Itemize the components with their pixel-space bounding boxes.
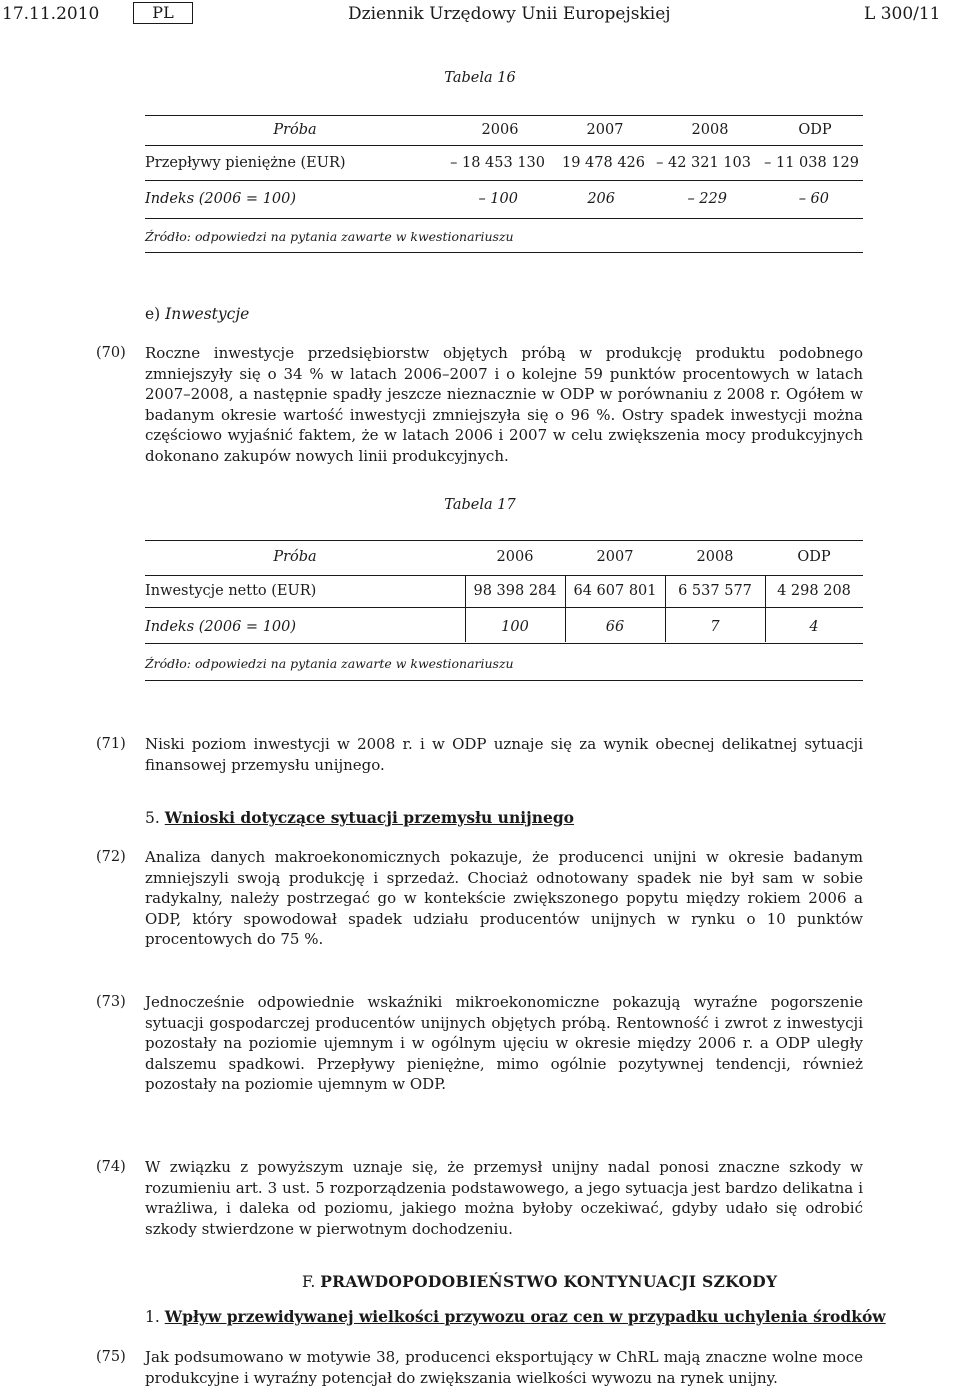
table-16-cell: – 100 bbox=[478, 191, 518, 207]
table-17-cell: 7 bbox=[710, 619, 720, 635]
language-badge: PL bbox=[133, 2, 193, 24]
table-17-top-rule bbox=[145, 540, 863, 541]
table-17-cell: 66 bbox=[605, 619, 625, 635]
table-17-header-2006: 2006 bbox=[496, 549, 534, 565]
table-17-cell: 6 537 577 bbox=[678, 583, 752, 599]
table-16-cell: – 18 453 130 bbox=[450, 155, 545, 171]
table-17-cell: 4 298 208 bbox=[777, 583, 851, 599]
table-16-row-label: Indeks (2006 = 100) bbox=[145, 191, 297, 207]
table-17-bottom-rule bbox=[145, 680, 863, 681]
page-header bbox=[0, 0, 960, 30]
paragraph-75: Jak podsumowano w motywie 38, producenci eksportujący w ChRL mają znaczne wolne moce produkcyjne i wyraźny potencjał do zwiększania wielkości wywozu na rynek unijny. bbox=[145, 1348, 863, 1387]
section-number: 5. bbox=[145, 809, 160, 827]
paragraph-number: (70) bbox=[96, 345, 126, 361]
table-17-cell: 100 bbox=[501, 619, 529, 635]
section-heading-1 bbox=[145, 1307, 886, 1326]
section-title: PRAWDOPODOBIEŃSTWO KONTYNUACJI SZKODY bbox=[320, 1272, 778, 1291]
section-heading-f bbox=[302, 1272, 777, 1291]
table-16-cell: – 11 038 129 bbox=[764, 155, 859, 171]
table-17-row-rule bbox=[145, 607, 863, 608]
table-16-header-rule bbox=[145, 145, 863, 146]
paragraph-number: (75) bbox=[96, 1349, 126, 1365]
table-17-cell: 64 607 801 bbox=[573, 583, 657, 599]
journal-reference: L 300/11 bbox=[864, 4, 941, 24]
table-17-header-rule bbox=[145, 575, 863, 576]
paragraph-number: (71) bbox=[96, 736, 126, 752]
table-16-header-odp: ODP bbox=[798, 122, 832, 138]
journal-title: Dziennik Urzędowy Unii Europejskiej bbox=[348, 4, 671, 24]
table-16-header-sample: Próba bbox=[273, 122, 317, 138]
section-number: 1. bbox=[145, 1308, 160, 1326]
table-17-header-2008: 2008 bbox=[696, 549, 734, 565]
paragraph-73: Jednocześnie odpowiednie wskaźniki mikroekonomiczne pokazują wyraźne pogorszenie sytuacji gospodarczej producentów unijnych objętych próbą. Rentowność i zwrot z inwestycji pozostały na poziomie ujemnym i w ogólnym ujęciu w okresie między 2006 r. a ODP uległy dalszemu spadkowi. Przepływy pieniężne, mimo ogólnie pozytywnej tendencji, również pozostały na poziomie ujemnym w ODP. bbox=[145, 993, 863, 1093]
subsection-label: e) bbox=[145, 305, 161, 323]
table-17-source: Źródło: odpowiedzi na pytania zawarte w kwestionariuszu bbox=[145, 656, 514, 671]
table-16-header-2007: 2007 bbox=[586, 122, 624, 138]
table-16-row-label: Przepływy pieniężne (EUR) bbox=[145, 155, 346, 171]
table-17-header-2007: 2007 bbox=[596, 549, 634, 565]
table-16-cell: – 60 bbox=[798, 191, 829, 207]
table-17-header-odp: ODP bbox=[797, 549, 831, 565]
table-16-source: Źródło: odpowiedzi na pytania zawarte w kwestionariuszu bbox=[145, 229, 514, 244]
table-16-cell: 206 bbox=[587, 191, 615, 207]
table-16-row-rule bbox=[145, 180, 863, 181]
table-16-cell: 19 478 426 bbox=[561, 155, 645, 171]
paragraph-72: Analiza danych makroekonomicznych pokazuje, że producenci unijni w okresie badanym zmniejszyli swoją produkcję i sprzedaż. Chociaż odnotowany spadek nie był sam w sobie radykalny, należy postrzegać go w kontekście zwiększonego popytu między rokiem 2006 a ODP, który spowodował spadek udziału producentów unijnych w rynku o 10 punktów procentowych do 75 %. bbox=[145, 848, 863, 948]
subsection-heading bbox=[145, 305, 249, 323]
table-17-cell: 98 398 284 bbox=[473, 583, 557, 599]
table-16-cell: – 42 321 103 bbox=[656, 155, 751, 171]
paragraph-71: Niski poziom inwestycji w 2008 r. i w ODP uznaje się za wynik obecnej delikatnej sytuacji finansowej przemysłu unijnego. bbox=[145, 735, 863, 774]
table-16-row-rule bbox=[145, 218, 863, 219]
section-heading-5 bbox=[145, 808, 574, 827]
table-17-header-sample: Próba bbox=[273, 549, 317, 565]
table-17-cell: 4 bbox=[809, 619, 819, 635]
table-17-caption: Tabela 17 bbox=[444, 497, 516, 513]
publication-date: 17.11.2010 bbox=[2, 4, 100, 24]
table-16-cell: – 229 bbox=[687, 191, 727, 207]
section-title: Wpływ przewidywanej wielkości przywozu oraz cen w przypadku uchylenia środków bbox=[164, 1307, 886, 1326]
table-17-row-label: Indeks (2006 = 100) bbox=[145, 619, 297, 635]
paragraph-number: (74) bbox=[96, 1159, 126, 1175]
table-16-caption: Tabela 16 bbox=[444, 70, 516, 86]
table-16-header-2006: 2006 bbox=[481, 122, 519, 138]
subsection-title: Inwestycje bbox=[165, 305, 250, 323]
paragraph-70: Roczne inwestycje przedsiębiorstw objętych próbą w produkcję produktu podobnego zmniejszyły się o 34 % w latach 2006–2007 i o kolejne 59 punktów procentowych w latach 2007–2008, a następnie spadły jeszcze nieznacznie w ODP w porównaniu z 2008 r. Ogółem w badanym okresie wartość inwestycji zmniejszyła się o 96 %. Ostry spadek inwestycji można częściowo wyjaśnić faktem, że w latach 2006 i 2007 w celu zwiększenia mocy produkcyjnych dokonano zakupów nowych linii produkcyjnych. bbox=[145, 344, 863, 465]
table-16-bottom-rule bbox=[145, 252, 863, 253]
paragraph-74: W związku z powyższym uznaje się, że przemysł unijny nadal ponosi znaczne szkody w rozumieniu art. 3 ust. 5 rozporządzenia podstawowego, a jego sytuacja jest bardzo delikatna i wrażliwa, i daleka od poziomu, jakiego można byłoby oczekiwać, gdyby udało się odrobić szkody stwierdzone w pierwotnym dochodzeniu. bbox=[145, 1158, 863, 1238]
table-16-top-rule bbox=[145, 115, 863, 116]
paragraph-number: (72) bbox=[96, 849, 126, 865]
paragraph-number: (73) bbox=[96, 994, 126, 1010]
section-title: Wnioski dotyczące sytuacji przemysłu unijnego bbox=[164, 808, 575, 827]
table-17-row-rule bbox=[145, 643, 863, 644]
table-16-header-2008: 2008 bbox=[691, 122, 729, 138]
table-17-row-label: Inwestycje netto (EUR) bbox=[145, 583, 317, 599]
section-number: F. bbox=[302, 1273, 316, 1291]
